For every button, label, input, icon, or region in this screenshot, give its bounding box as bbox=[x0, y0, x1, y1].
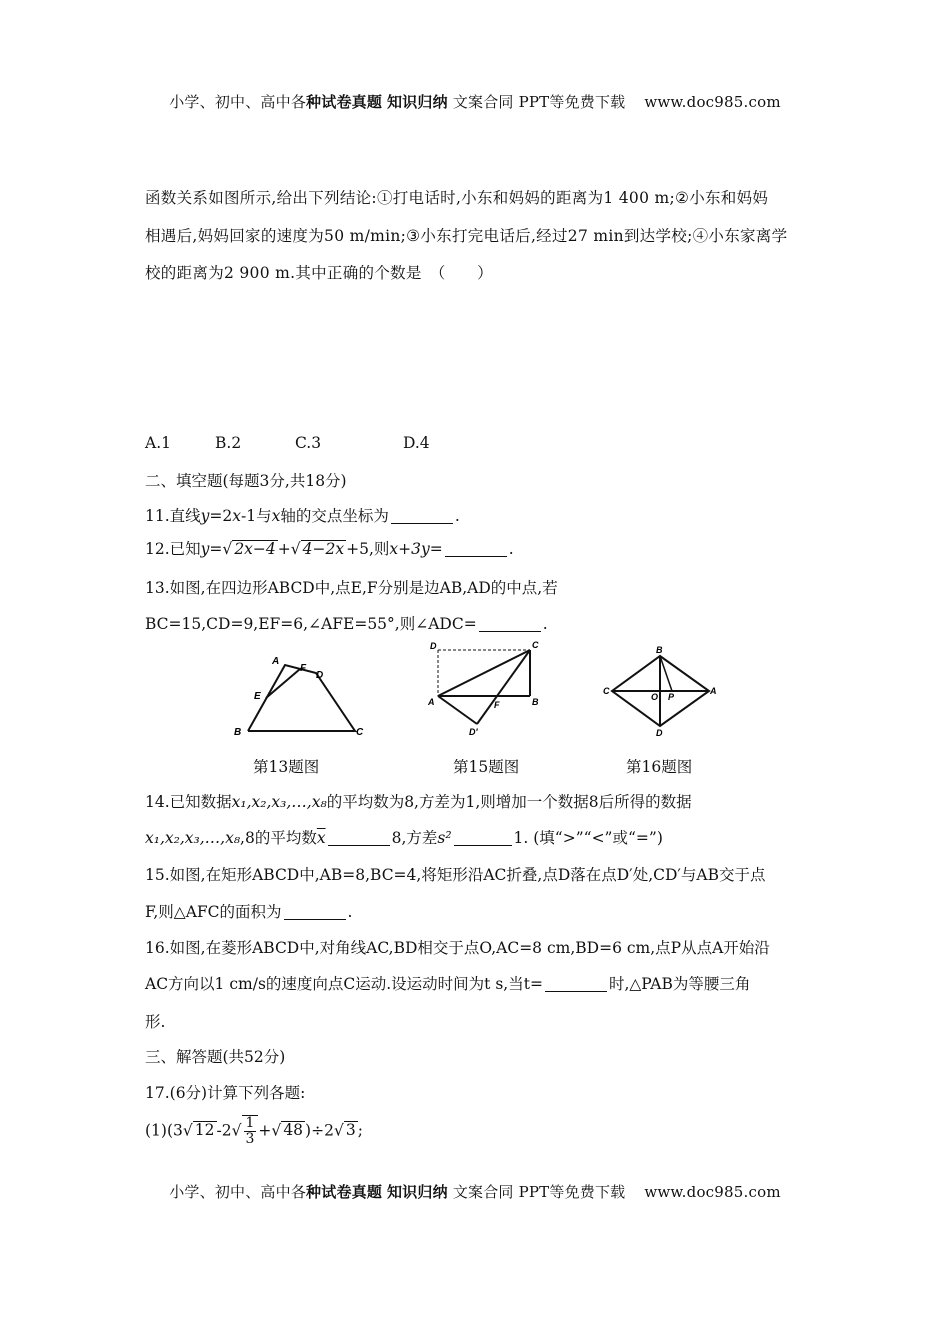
q11-tail: 轴的交点坐标为 bbox=[280, 507, 389, 525]
header-url[interactable]: www.doc985.com bbox=[644, 93, 781, 111]
q13-line2 bbox=[145, 612, 548, 634]
q16-answer-blank[interactable] bbox=[545, 976, 607, 993]
q14-line2c: 1. (填“>”“<”或“=”) bbox=[513, 829, 663, 847]
fig16-caption: 第16题图 bbox=[626, 758, 693, 776]
q17-p1: (1)(3 bbox=[145, 1121, 183, 1140]
q14-line1 bbox=[145, 790, 692, 812]
figure-16 bbox=[600, 642, 722, 738]
header-suffix: 文案合同 PPT等免费下载 bbox=[452, 93, 626, 111]
q16-line2b: 时,△PAB为等腰三角 bbox=[608, 975, 751, 993]
q14-mean-blank[interactable] bbox=[328, 830, 390, 847]
q13-end: . bbox=[542, 615, 548, 633]
figure-15 bbox=[425, 638, 547, 738]
q10-options bbox=[145, 434, 430, 452]
fig13-caption: 第13题图 bbox=[253, 758, 320, 776]
q14-variance-blank[interactable] bbox=[454, 830, 512, 847]
q12-eq2: = bbox=[429, 540, 443, 558]
q11-end: . bbox=[454, 507, 460, 525]
q12 bbox=[145, 537, 514, 559]
q14-vars1: x₁,x₂,x₃,…,x₈ bbox=[231, 793, 327, 811]
footer-bold: 种试卷真题 bbox=[306, 1183, 383, 1201]
q12-radicand1: 2x−4 bbox=[234, 540, 276, 558]
q11-x: x bbox=[232, 507, 242, 525]
q17-title: 17.(6分)计算下列各题: bbox=[145, 1084, 306, 1102]
q17-num: 1 bbox=[245, 1115, 255, 1131]
page-header bbox=[0, 91, 950, 112]
fig13-label-b: B bbox=[234, 727, 242, 738]
fig16-label-c: C bbox=[603, 686, 610, 696]
fig15-label-f: F bbox=[494, 700, 500, 710]
footer-url[interactable]: www.doc985.com bbox=[644, 1183, 781, 1201]
sqrt-icon: √ bbox=[222, 540, 233, 558]
q11-x2: x bbox=[271, 507, 281, 525]
q17-frac bbox=[242, 1115, 259, 1148]
q11-answer-blank[interactable] bbox=[391, 508, 453, 525]
q13-answer-blank[interactable] bbox=[479, 616, 541, 633]
fig15-label-b: B bbox=[532, 697, 539, 707]
q17-r48: 48 bbox=[283, 1121, 304, 1140]
fig16-label-d: D bbox=[656, 728, 663, 738]
q17-minus2: -2 bbox=[216, 1121, 232, 1140]
page-footer bbox=[0, 1181, 950, 1202]
q13-line2-text: BC=15,CD=9,EF=6,∠AFE=55°,则∠ADC= bbox=[145, 615, 477, 633]
q12-radicand2: 4−2x bbox=[302, 540, 345, 558]
q16-line1: 16.如图,在菱形ABCD中,对角线AC,BD相交于点O,AC=8 cm,BD=6 cm,点P从点A开始沿 bbox=[145, 939, 770, 957]
option-d: D.4 bbox=[403, 434, 430, 452]
fig13-label-f: F bbox=[300, 663, 307, 674]
q12-eq: = bbox=[209, 540, 223, 558]
q14-s2: s² bbox=[437, 829, 452, 847]
fig16-label-b: B bbox=[656, 645, 663, 655]
q14-xbar: $\overline{x}$ bbox=[316, 829, 326, 847]
q11 bbox=[145, 504, 460, 526]
q10-line1: 函数关系如图所示,给出下列结论:①打电话时,小东和妈妈的距离为1 400 m;②小东和妈妈 bbox=[145, 189, 769, 207]
q14-line2a: ,8的平均数 bbox=[240, 829, 317, 847]
q12-expr: x+3y bbox=[389, 540, 430, 558]
q15-line1: 15.如图,在矩形ABCD中,AB=8,BC=4,将矩形沿AC折叠,点D落在点D′处,CD′与AB交于点 bbox=[145, 866, 766, 884]
header-bold: 种试卷真题 bbox=[306, 93, 383, 111]
section2-title: 二、填空题(每题3分,共18分) bbox=[145, 472, 347, 490]
q16-line2a: AC方向以1 cm/s的速度向点C运动.设运动时间为t s,当t= bbox=[145, 975, 543, 993]
option-a: A.1 bbox=[145, 434, 171, 452]
fig16-label-o: O bbox=[651, 692, 659, 702]
fig16-label-p: P bbox=[668, 692, 675, 702]
q14-line1b: 的平均数为8,方差为1,则增加一个数据8后所得的数据 bbox=[326, 793, 692, 811]
q12-answer-blank[interactable] bbox=[445, 541, 507, 558]
fig13-label-d: D bbox=[316, 670, 324, 681]
sqrt-icon: √ bbox=[333, 1121, 344, 1140]
q15-line2-text: F,则△AFC的面积为 bbox=[145, 903, 282, 921]
q14-vars2: x₁,x₂,x₃,…,x₈ bbox=[145, 829, 241, 847]
q17-r12: 12 bbox=[194, 1121, 215, 1140]
section3-title: 三、解答题(共52分) bbox=[145, 1048, 286, 1066]
sqrt-icon: √ bbox=[231, 1121, 242, 1140]
q11-y: y bbox=[200, 507, 210, 525]
sqrt-icon: √ bbox=[271, 1121, 282, 1140]
fig15-label-c: C bbox=[532, 640, 539, 650]
fig13-label-e: E bbox=[254, 691, 261, 702]
q17-r3: 3 bbox=[345, 1121, 356, 1140]
q14-line2 bbox=[145, 826, 663, 848]
q10-line3: 校的距离为2 900 m.其中正确的个数是 （ ） bbox=[145, 264, 493, 282]
q12-y: y bbox=[200, 540, 210, 558]
q14-line2b: 8,方差 bbox=[391, 829, 438, 847]
q15-answer-blank[interactable] bbox=[284, 904, 346, 921]
sqrt-icon: √ bbox=[290, 540, 301, 558]
option-c: C.3 bbox=[295, 434, 322, 452]
q11-rest: -1与 bbox=[241, 507, 272, 525]
q17-div: )÷2 bbox=[305, 1121, 334, 1140]
q15-line2 bbox=[145, 900, 352, 922]
q15-end: . bbox=[347, 903, 353, 921]
q12-rest: +5,则 bbox=[346, 540, 390, 558]
figure-13 bbox=[228, 650, 368, 742]
header-prefix: 小学、初中、高中各 bbox=[169, 93, 307, 111]
q13-line1: 13.如图,在四边形ABCD中,点E,F分别是边AB,AD的中点,若 bbox=[145, 579, 558, 597]
fig16-label-a: A bbox=[710, 686, 717, 696]
q11-eq: =2 bbox=[209, 507, 233, 525]
sqrt-icon: √ bbox=[182, 1121, 193, 1140]
q12-end: . bbox=[508, 540, 514, 558]
q11-prefix: 11.直线 bbox=[145, 507, 201, 525]
footer-prefix: 小学、初中、高中各 bbox=[169, 1183, 307, 1201]
q17-plus: + bbox=[258, 1121, 272, 1140]
fig13-label-c: C bbox=[356, 727, 364, 738]
q16-line2 bbox=[145, 972, 750, 994]
footer-mid: 知识归纳 bbox=[387, 1183, 448, 1201]
q17-den: 3 bbox=[245, 1131, 255, 1148]
q10-line2: 相遇后,妈妈回家的速度为50 m/min;③小东打完电话后,经过27 min到达学校;④小东家离学 bbox=[145, 227, 788, 245]
fig15-caption: 第15题图 bbox=[453, 758, 520, 776]
q12-prefix: 12.已知 bbox=[145, 540, 201, 558]
fig13-label-a: A bbox=[272, 656, 280, 667]
q12-plus: + bbox=[277, 540, 291, 558]
q14-line1a: 14.已知数据 bbox=[145, 793, 232, 811]
header-mid: 知识归纳 bbox=[387, 93, 448, 111]
option-b: B.2 bbox=[215, 434, 242, 452]
footer-suffix: 文案合同 PPT等免费下载 bbox=[452, 1183, 626, 1201]
fig15-label-d-prime: D′ bbox=[469, 727, 478, 737]
q17-end: ; bbox=[357, 1121, 363, 1140]
q17-part1 bbox=[145, 1115, 363, 1148]
fig15-label-d: D bbox=[430, 641, 437, 651]
fig15-label-a: A bbox=[428, 697, 435, 707]
q16-line3: 形. bbox=[145, 1013, 166, 1031]
